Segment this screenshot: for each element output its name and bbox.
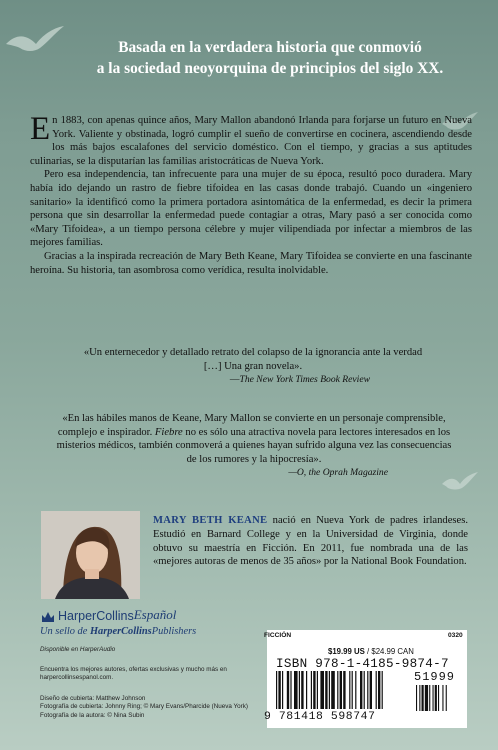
imprint-line <box>40 626 196 637</box>
attribution-source: The New York Times Book Review <box>239 374 370 386</box>
attribution-dash: — <box>229 374 240 386</box>
barcode-bar <box>282 671 283 709</box>
addon-bar <box>419 685 420 711</box>
addon-bar <box>442 685 443 711</box>
barcode-bar <box>352 671 353 709</box>
author-photo <box>41 511 140 599</box>
barcode-bar <box>360 671 362 709</box>
barcode-bar <box>317 671 318 709</box>
barcode-bar <box>364 671 365 709</box>
author-bio-text: nació en Nueva York de padres irlandeses. Estudió en Barnard College y en la Universidad de Virginia, donde obtuvo su maestría en Ficción. En 2011, fue nombrada una de las «mejores autoras de menos de 35 años» por la National Book Foundation. <box>153 515 468 568</box>
tagline-line-2: a la sociedad neoyorquina de principios del siglo XX. <box>96 60 444 77</box>
imprint-suffix: Publishers <box>151 626 197 637</box>
addon-bar <box>429 685 430 711</box>
author-portrait-icon <box>41 511 140 599</box>
addon-bar <box>438 685 439 711</box>
review-quote-oprah <box>54 412 454 480</box>
barcode-bar <box>349 671 350 709</box>
barcode-bar <box>370 671 372 709</box>
price-us: $19.99 US <box>328 647 365 656</box>
synopsis-paragraph-2: Pero esa independencia, tan infrecuente para una mujer de su época, resultó poco duradera. Mary había ido dejando un rastro de fiebre tifoidea en las casas donde trabajó. Cuando un «ingeniero sanitario» la identificó como la primera portadora asintomática de la enfermedad, es decir la primera persona que sin desarrollar la enfermedad puede contagiar a otras, Mary pasó a ser conocida como «Mary Tifoidea», a un tiempo persona célebre y mujer vilipendiada por infectar a miembros de las mejores familias. <box>30 169 472 249</box>
code-label: 0320 <box>448 632 463 639</box>
barcode-bar <box>301 671 303 709</box>
barcode-bar <box>320 671 324 709</box>
addon-bar <box>425 685 428 711</box>
quote-text-part: no es sólo una atractiva novela para lectores interesados en los misterios médicos, también conmoverá a quienes hayan sufrido alguna vez las consecuencias de los rumores y la hipocresía». <box>56 426 452 465</box>
design-credits <box>40 695 290 720</box>
tagline-line-1: Basada en la verdadera historia que conmovió <box>118 39 422 56</box>
synopsis-paragraph-1-text: n 1883, con apenas quince años, Mary Mallon abandonó Irlanda para forjarse un futuro en Nueva York. Valiente y obstinada, logró cumplir el sueño de convertirse en cocinera, ascendiendo desde los más bajos escalafones del servicio doméstico. Con el tiempo, y gracias a sus aptitudes culinarias, se la disputarían las familias aristocráticas de Nueva York. <box>30 115 472 167</box>
price-can: / $24.99 CAN <box>364 647 414 656</box>
drop-cap: E <box>30 111 51 147</box>
book-title: Fiebre <box>154 426 183 438</box>
addon-bar <box>416 685 417 711</box>
addon-bar <box>435 685 437 711</box>
credit-line: Diseño de cubierta: Matthew Johnson <box>40 695 146 702</box>
harpercollins-flame-icon <box>40 611 56 623</box>
addon-bar <box>446 685 447 711</box>
barcode-bar <box>340 671 342 709</box>
barcode-bar <box>343 671 345 709</box>
publisher-logo <box>40 607 176 623</box>
addon-bar <box>433 685 434 711</box>
barcode-bar <box>382 671 383 709</box>
author-bio <box>153 514 468 569</box>
barcode-bar <box>329 671 330 709</box>
barcode-bar <box>376 671 377 709</box>
price-label <box>328 647 414 656</box>
barcode-bar <box>313 671 315 709</box>
genre-label: FICCIÓN <box>264 632 292 639</box>
isbn-text: ISBN 978-1-4185-9874-7 <box>276 657 449 671</box>
quote-text-part: «En las hábiles manos de Keane, Mary Mallon se convierte en un personaje comprensible, complejo e inspirador. <box>57 413 446 438</box>
audio-availability: Disponible en HarperAudio <box>40 646 116 653</box>
barcode-bar <box>331 671 335 709</box>
synopsis <box>30 111 472 277</box>
barcode-bar <box>355 671 356 709</box>
review-attribution: —O, the Oprah Magazine <box>288 467 388 479</box>
barcode-bar <box>306 671 307 709</box>
bird-large-icon <box>4 22 66 62</box>
ean-number: 9 781418 598747 <box>264 711 376 723</box>
barcode-bar <box>276 671 277 709</box>
review-quote-text: «Un enternecedor y detallado retrato del colapso de la ignorancia ante la verdad […] Una gran novela». <box>83 347 423 372</box>
credit-line: Fotografía de cubierta: Johnny Ring; © Mary Evans/Pharcide (Nueva York) <box>40 703 248 711</box>
barcode-bar <box>299 671 300 709</box>
barcode-bar <box>287 671 289 709</box>
addon-number: 51999 <box>414 670 456 684</box>
barcode-bar <box>378 671 380 709</box>
review-quote-text <box>54 412 454 466</box>
publisher-logo-text: HarperCollins <box>58 609 134 623</box>
promo-text: Encuentra los mejores autores, ofertas exclusivas y mucho más en harpercollinsespanol.com. <box>40 666 227 682</box>
tagline <box>60 37 480 79</box>
review-attribution <box>78 373 428 387</box>
author-name: MARY BETH KEANE <box>153 515 268 526</box>
barcode-bar <box>278 671 280 709</box>
synopsis-paragraph-3: Gracias a la inspirada recreación de Mary Beth Keane, Mary Tifoidea se convierte en una fascinante heroína. Su historia, tan asombrosa como verídica, resulta inolvidable. <box>30 250 472 276</box>
barcode-bar <box>367 671 368 709</box>
addon-bar <box>422 685 424 711</box>
synopsis-paragraph-1 <box>30 111 472 168</box>
barcode-bar <box>325 671 327 709</box>
imprint-prefix: Un sello de <box>40 626 90 637</box>
imprint-brand: HarperCollins <box>89 626 152 637</box>
barcode-bar <box>311 671 312 709</box>
credit-line: Fotografía de la autora: © Nina Subin <box>40 711 145 719</box>
barcode-bar <box>294 671 298 709</box>
publisher-logo-italic: Español <box>133 607 177 622</box>
barcode-bar <box>290 671 291 709</box>
barcode-bar <box>337 671 338 709</box>
review-quote-nyt <box>78 346 428 387</box>
